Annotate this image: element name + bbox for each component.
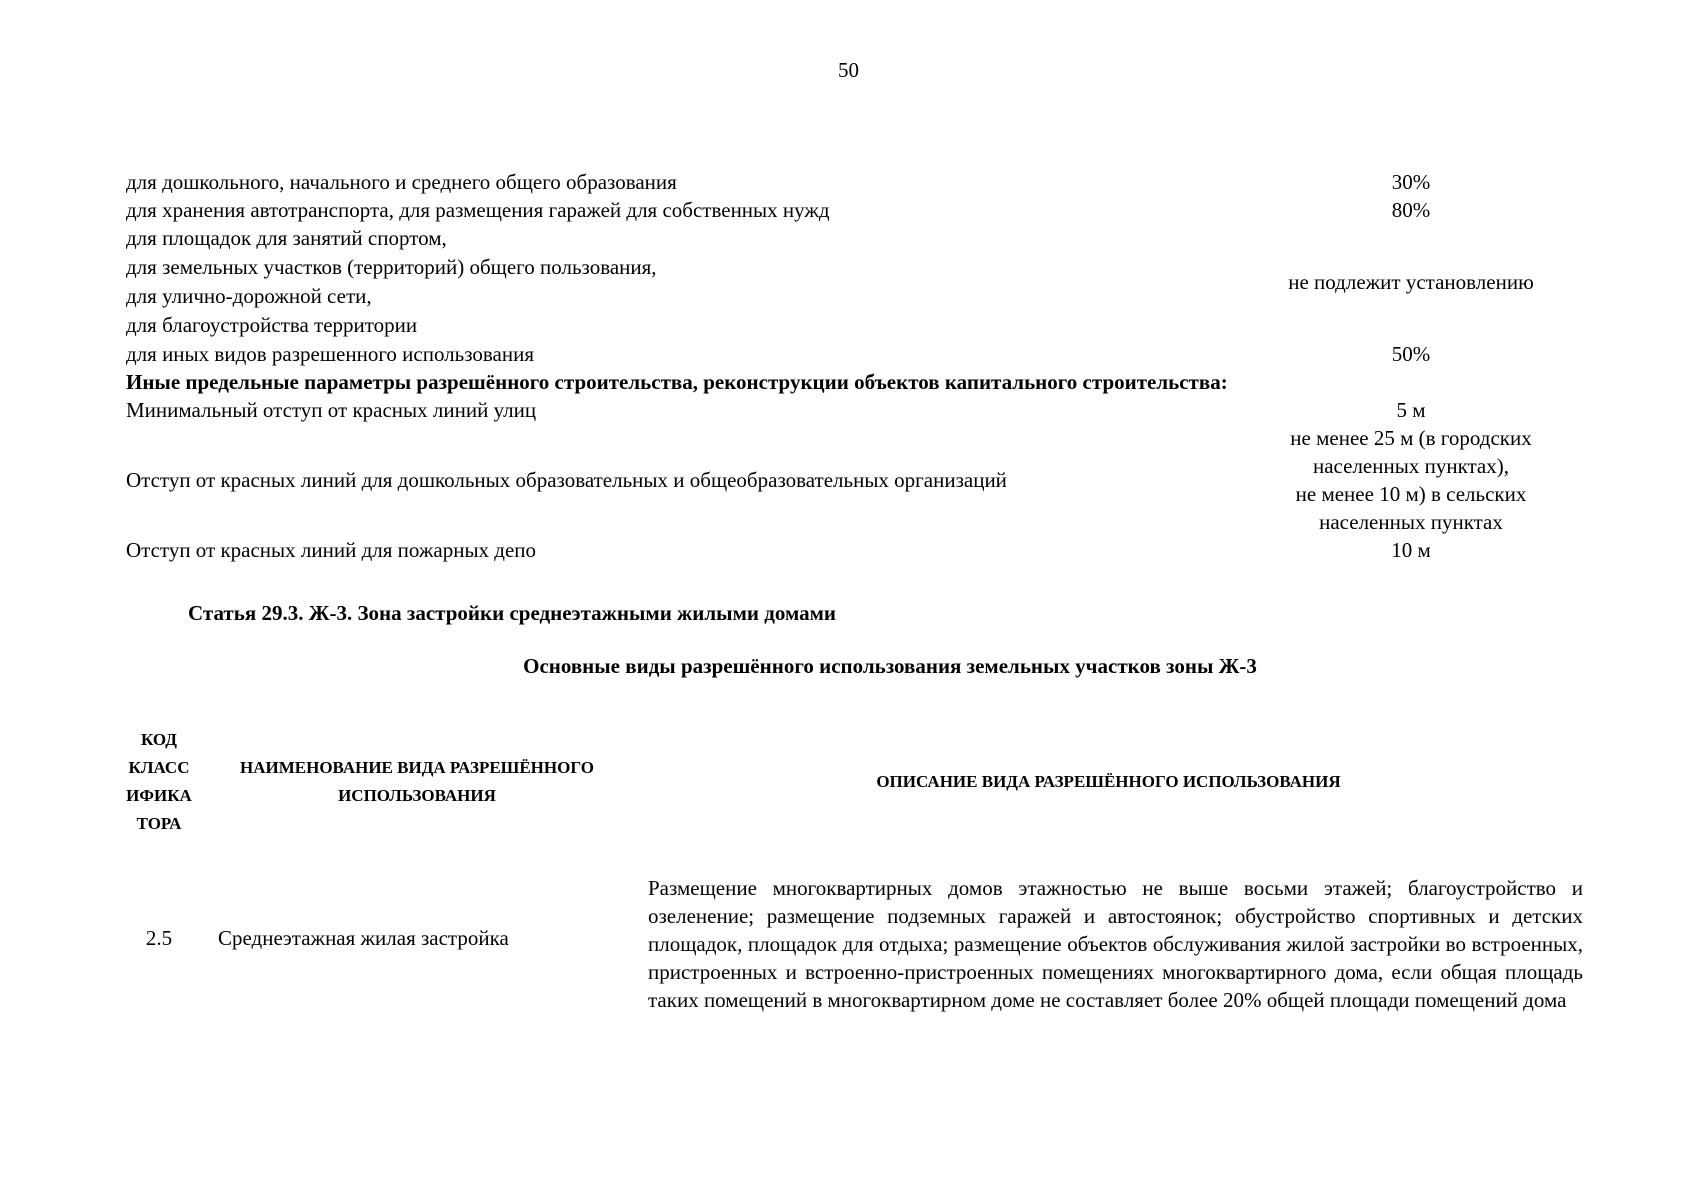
param-value: 80%	[1391, 198, 1431, 222]
header-name	[200, 725, 634, 838]
article-title: Статья 29.3. Ж-3. Зона застройки среднеэтажными жилыми домами	[188, 601, 837, 625]
param-value: 50%	[1391, 342, 1431, 366]
other-params-heading	[126, 368, 1576, 396]
header-name-line: НАИМЕНОВАНИЕ ВИДА РАЗРЕШЁННОГО	[240, 757, 594, 777]
setback-row	[126, 424, 1576, 536]
setback-value	[1246, 424, 1576, 536]
header-code	[118, 725, 200, 838]
header-name-line: ИСПОЛЬЗОВАНИЯ	[338, 785, 496, 805]
param-label-line: для земельных участков (территорий) общего пользования,	[126, 255, 657, 279]
table-row	[118, 838, 1583, 1038]
setback-value: 5 м	[1396, 398, 1426, 422]
header-code-line: КЛАСС	[128, 757, 190, 777]
param-label: для дошкольного, начального и среднего общего образования	[126, 170, 677, 194]
setback-label: Минимальный отступ от красных линий улиц	[126, 398, 537, 422]
header-description: ОПИСАНИЕ ВИДА РАЗРЕШЁННОГО ИСПОЛЬЗОВАНИЯ	[876, 771, 1341, 791]
usage-description: Размещение многоквартирных домов этажностью не выше восьми этажей; благоустройство и озеленение; размещение подземных гаражей и автостоянок; обустройство спортивных и детских площадок, площадок для отдыха; размещение объектов обслуживания жилой застройки во встроенных, пристроенных и встроенно-пристроенных помещениях многоквартирного дома, если общая площадь таких помещений в многоквартирном доме не составляет более 20% общей площади помещений дома	[648, 876, 1583, 1012]
header-code-line: ТОРА	[136, 813, 182, 833]
param-row	[126, 340, 1576, 368]
setback-row	[126, 536, 1576, 564]
param-value: не подлежит установлению	[1288, 270, 1534, 294]
usage-code: 2.5	[145, 926, 173, 950]
table-header-row	[118, 725, 1583, 838]
setback-value-line: не менее 25 м (в городских	[1290, 426, 1532, 450]
header-code-line: ИФИКА	[126, 785, 192, 805]
param-row	[126, 168, 1576, 196]
setback-row	[126, 396, 1576, 424]
usage-types-table	[118, 725, 1583, 1038]
setback-label: Отступ от красных линий для дошкольных образовательных и общеобразовательных организаций	[126, 468, 1007, 492]
param-label: для хранения автотранспорта, для размещения гаражей для собственных нужд	[126, 198, 830, 222]
param-value: 30%	[1391, 170, 1431, 194]
setback-value-line: не менее 10 м) в сельских	[1295, 482, 1527, 506]
param-label	[126, 224, 1246, 340]
param-row	[126, 196, 1576, 224]
setback-value-line: населенных пунктах	[1319, 510, 1503, 534]
param-row	[126, 224, 1576, 340]
coverage-parameters	[126, 168, 1576, 564]
param-label-line: для благоустройства территории	[126, 313, 418, 337]
setback-value-line: населенных пунктах),	[1313, 454, 1509, 478]
param-label: для иных видов разрешенного использования	[126, 342, 535, 366]
section-title: Основные виды разрешённого использования земельных участков зоны Ж-3	[523, 654, 1257, 678]
param-label-line: для улично-дорожной сети,	[126, 284, 372, 308]
param-label-line: для площадок для занятий спортом,	[126, 226, 447, 250]
page-number: 50	[838, 58, 859, 82]
setback-label: Отступ от красных линий для пожарных депо	[126, 538, 537, 562]
header-code-line: КОД	[141, 729, 177, 749]
usage-name: Среднеэтажная жилая застройка	[218, 926, 509, 950]
setback-value: 10 м	[1391, 538, 1431, 562]
other-params-heading-text: Иные предельные параметры разрешённого строительства, реконструкции объектов капитального строительства:	[126, 370, 1228, 394]
